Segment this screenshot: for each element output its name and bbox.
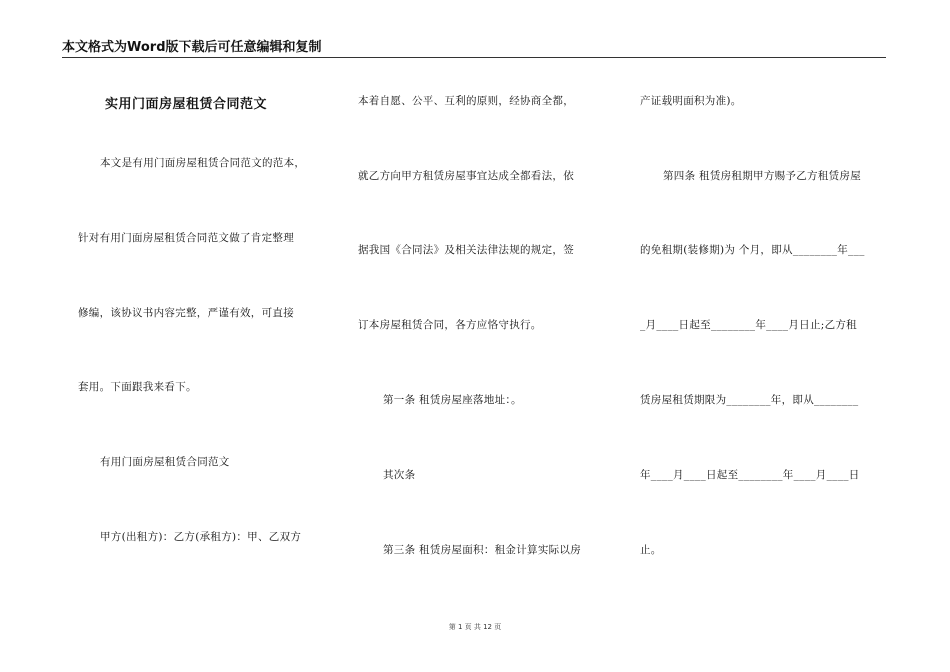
text-line: 套用。下面跟我来看下。 xyxy=(78,381,197,393)
document-title: 实用门面房屋租赁合同范文 xyxy=(105,97,268,112)
text-line: 赁房屋租赁期限为________年，即从________ xyxy=(640,394,859,406)
document-header: 本文格式为Word版下载后可任意编辑和复制 xyxy=(62,36,886,58)
section-heading: 有用门面房屋租赁合同范文 xyxy=(100,456,230,468)
clause-line: 第一条 租赁房屋座落地址：。 xyxy=(383,394,522,406)
text-line: 本文是有用门面房屋租赁合同范文的范本， xyxy=(100,157,306,169)
text-line: 据我国《合同法》及相关法律法规的规定，签 xyxy=(358,244,574,256)
text-line: 订本房屋租赁合同，各方应恪守执行。 xyxy=(358,319,542,331)
text-line: _月____日起至________年____月日止;乙方租 xyxy=(640,319,857,331)
text-line: 甲方(出租方)：乙方(承租方)：甲、乙双方 xyxy=(100,531,302,543)
clause-line: 其次条 xyxy=(383,469,416,481)
page-number: 第 1 页 共 12 页 xyxy=(448,623,502,631)
text-line: 就乙方向甲方租赁房屋事宜达成全都看法，依 xyxy=(358,170,574,182)
clause-line: 第三条 租赁房屋面积：租金计算实际以房 xyxy=(383,544,582,556)
text-line: 年____月____日起至________年____月____日 xyxy=(640,469,860,481)
text-line: 修编，该协议书内容完整，严谨有效，可直接 xyxy=(78,307,294,319)
text-line: 产证载明面积为准)。 xyxy=(640,95,742,107)
text-line: 本着自愿、公平、互利的原则，经协商全都， xyxy=(358,95,574,107)
text-line: 的免租期(装修期)为 个月，即从________年___ xyxy=(640,244,865,256)
text-line: 针对有用门面房屋租赁合同范文做了肯定整理 xyxy=(78,232,294,244)
clause-line: 第四条 租赁房租期甲方赐予乙方租赁房屋 xyxy=(663,170,862,182)
text-line: 止。 xyxy=(640,544,662,556)
